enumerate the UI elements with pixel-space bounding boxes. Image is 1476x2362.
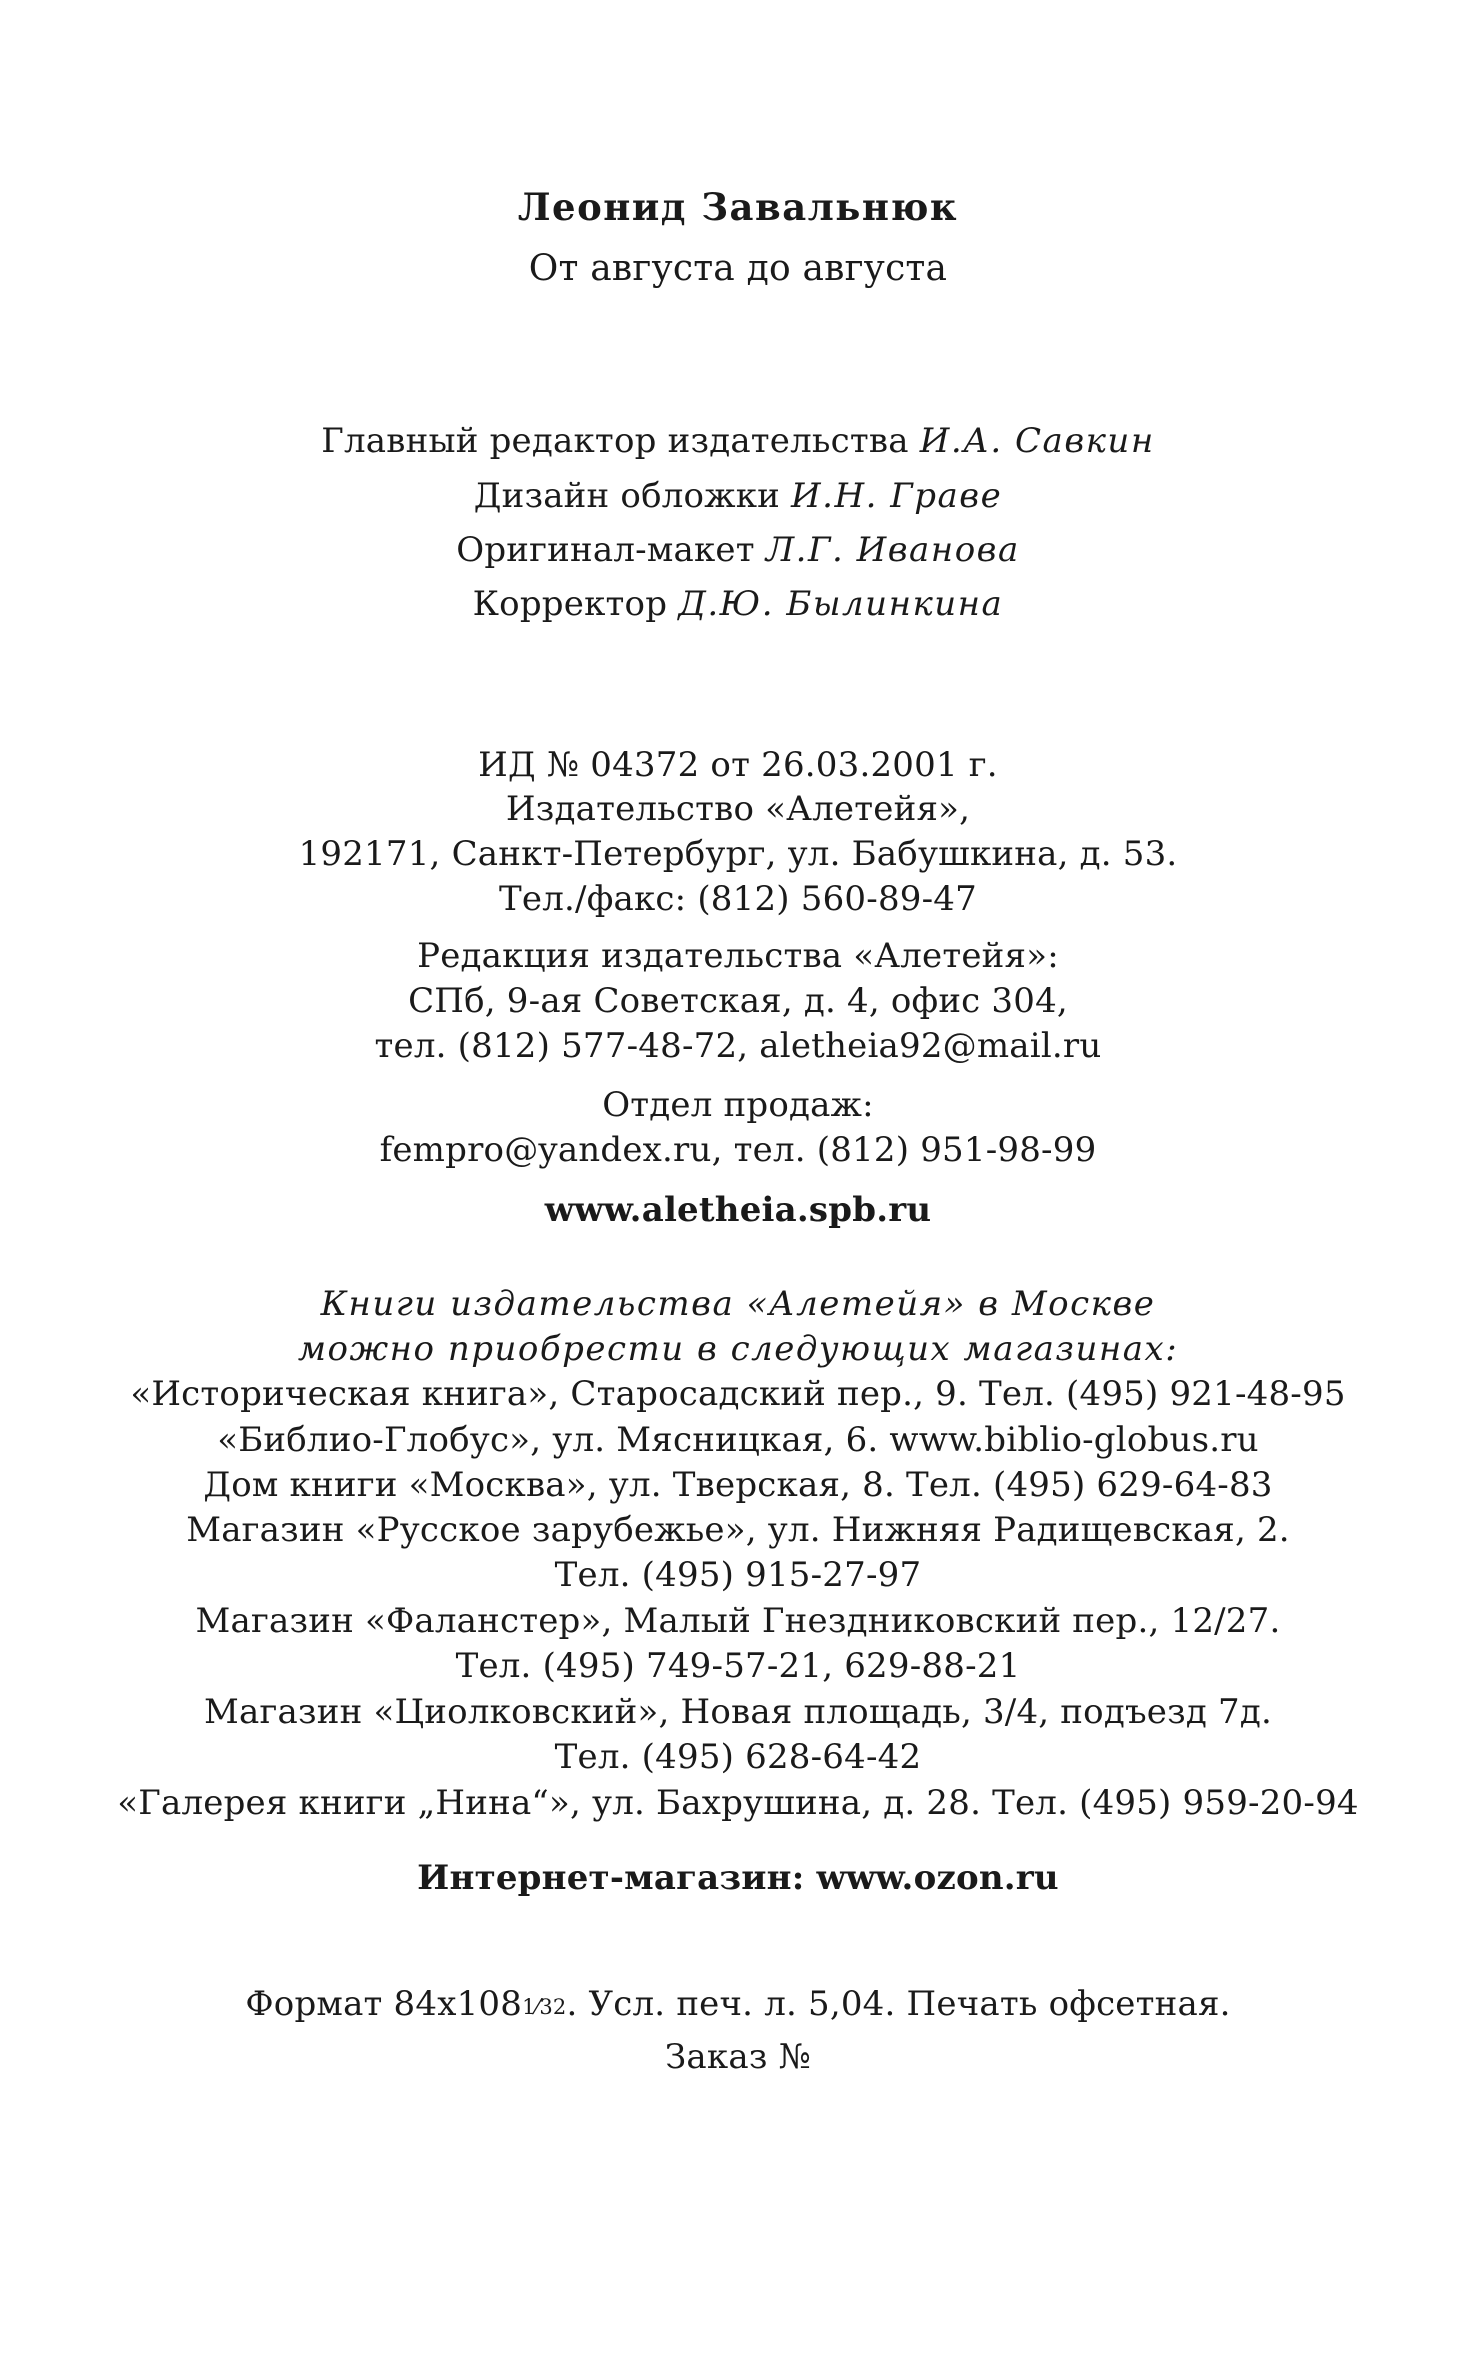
moscow-shop-line: Дом книги «Москва», ул. Тверская, 8. Тел. (495) 629-64-83 [203,1465,1273,1505]
imprint-format [0,1981,1476,2030]
credit-editor-in-chief [0,418,1476,464]
sales-contact: fempro@yandex.ru, тел. (812) 951-98-99 [379,1130,1097,1170]
sales-heading: Отдел продаж: [602,1085,874,1125]
moscow-shop-line: Магазин «Русское зарубежье», ул. Нижняя Радищевская, 2. [186,1510,1290,1550]
publisher-license: ИД № 04372 от 26.03.2001 г. [478,745,998,785]
credit-role: Корректор [472,584,668,624]
credit-name: Л.Г. Иванова [765,530,1020,570]
publisher-phone: Тел./факс: (812) 560-89-47 [499,879,977,919]
moscow-shop-line: «Галерея книги „Нина“», ул. Бахрушина, д. 28. Тел. (495) 959-20-94 [117,1783,1359,1823]
credit-name: И.Н. Граве [791,476,1003,516]
moscow-shop-line: Магазин «Циолковский», Новая площадь, 3/4, подъезд 7д. [204,1692,1272,1732]
credit-proofreader [0,581,1476,627]
credit-name: Д.Ю. Былинкина [678,584,1004,624]
credit-layout [0,527,1476,573]
moscow-shop-line: «Историческая книга», Старосадский пер., 9. Тел. (495) 921-48-95 [130,1374,1346,1414]
moscow-shop-line: «Библио-Глобус», ул. Мясницкая, 6. www.biblio-globus.ru [217,1420,1259,1460]
imprint-order: Заказ № [665,2037,811,2077]
editorial-heading: Редакция издательства «Алетейя»: [417,936,1059,976]
credit-role: Дизайн обложки [473,476,781,516]
moscow-intro-line-1: Книги издательства «Алетейя» в Москве [320,1284,1156,1324]
editorial-address: СПб, 9-ая Советская, д. 4, офис 304, [408,981,1068,1021]
moscow-intro-line-2: можно приобрести в следующих магазинах: [297,1329,1179,1369]
credit-role: Главный редактор издательства [321,421,909,461]
moscow-shop-line: Тел. (495) 915-27-97 [554,1555,922,1595]
editorial-contact: тел. (812) 577-48-72, aletheia92@mail.ru [374,1026,1102,1066]
credit-cover-design [0,473,1476,519]
online-shop: Интернет-магазин: www.ozon.ru [417,1858,1059,1898]
format-details: . Усл. печ. л. 5,04. Печать офсетная. [566,1984,1231,2024]
book-title: От августа до августа [528,248,948,289]
publisher-address: 192171, Санкт-Петербург, ул. Бабушкина, д. 53. [298,834,1178,874]
credit-role: Оригинал-макет [456,530,755,570]
publisher-name: Издательство «Алетейя», [505,789,971,829]
moscow-shop-line: Магазин «Фаланстер», Малый Гнездниковский пер., 12/27. [195,1601,1281,1641]
book-author: Леонид Завальнюк [517,185,959,229]
moscow-shop-line: Тел. (495) 749-57-21, 629-88-21 [455,1646,1021,1686]
format-fraction: 1⁄32 [522,1995,567,2019]
format-text: Формат 84х108 [245,1984,523,2024]
publisher-website: www.aletheia.spb.ru [544,1190,932,1230]
credit-name: И.А. Савкин [919,421,1155,461]
moscow-shop-line: Тел. (495) 628-64-42 [554,1737,922,1777]
